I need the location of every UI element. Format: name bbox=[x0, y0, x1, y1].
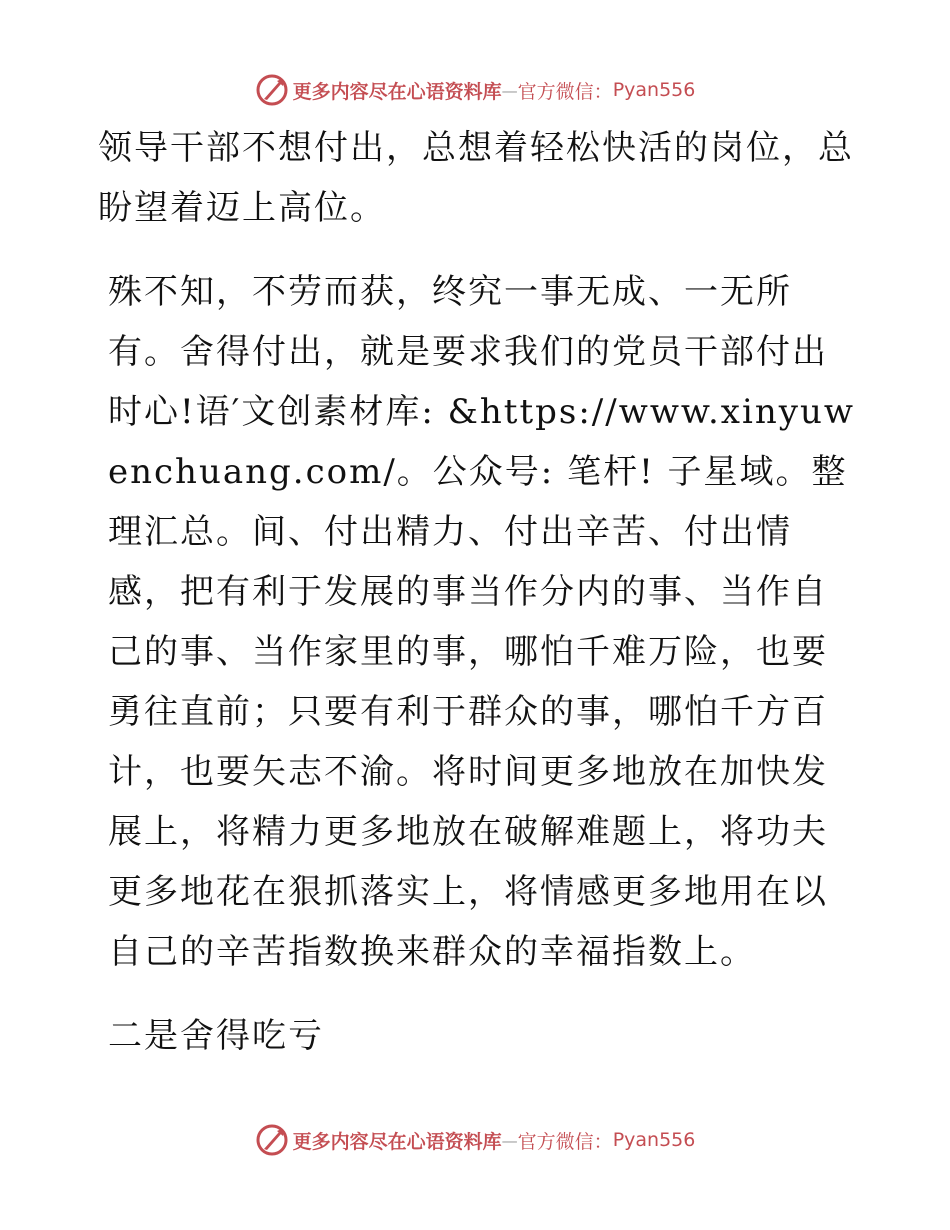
banner-dash: — bbox=[501, 80, 518, 100]
banner-main-text: 更多内容尽在心语资料库 bbox=[292, 80, 502, 103]
footer-wechat-id: Pyan556 bbox=[612, 1129, 696, 1151]
feather-pen-logo-icon bbox=[255, 1123, 289, 1157]
footer-banner bbox=[0, 1120, 950, 1160]
paragraph-2: 殊不知，不劳而获，终究一事无成、一无所有。舍得付出，就是要求我们的党员干部付出时心!语′文创素材库: &https://www.xinyuwenchuang.com/。公众号: 笔杆! 子星域。整理汇总。间、付出精力、付出辛苦、付出情感，把有利于发展的事当作分内的事、当作自己的事、当作家里的事，哪怕千难万险，也要勇往直前；只要有利于群众的事，哪怕千方百计，也要矢志不渝。将时间更多地放在加快发展上，将精力更多地放在破解难题上，将功夫更多地花在狠抓落实上，将情感更多地用在以自己的辛苦指数换来群众的幸福指数上。 bbox=[108, 272, 855, 972]
section-heading: 二是舍得吃亏 bbox=[108, 1016, 324, 1056]
banner-wechat-id: Pyan556 bbox=[612, 79, 696, 101]
paragraph-1: 领导干部不想付出，总想着轻松快活的岗位，总盼望着迈上高位。 bbox=[98, 128, 854, 228]
feather-pen-logo-icon bbox=[255, 73, 289, 107]
footer-sub-text: 官方微信： bbox=[517, 1130, 613, 1153]
banner-sub-text: 官方微信： bbox=[517, 80, 613, 103]
footer-dash: — bbox=[501, 1130, 518, 1150]
header-banner bbox=[0, 70, 950, 110]
document-body bbox=[98, 118, 858, 1066]
footer-main-text: 更多内容尽在心语资料库 bbox=[292, 1130, 502, 1153]
